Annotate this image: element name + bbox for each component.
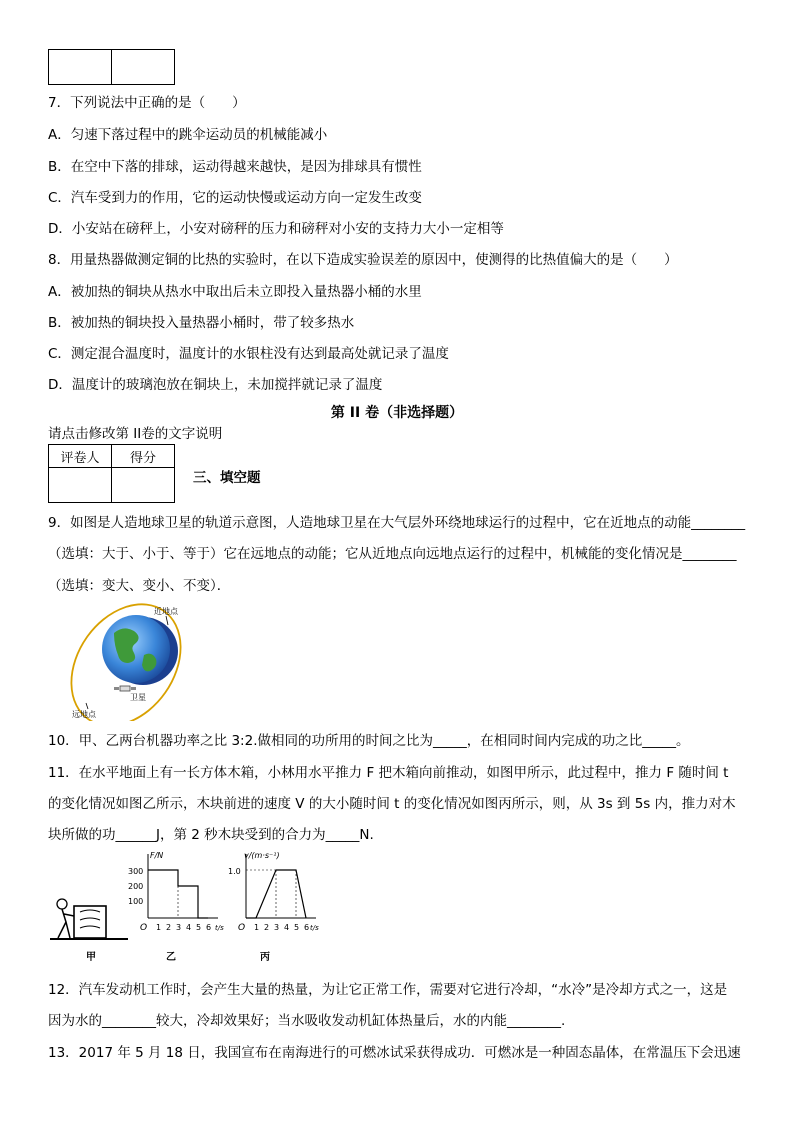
velocity-time-chart: [228, 851, 319, 933]
f-xlabel: t/s: [215, 924, 224, 932]
v-xtick-3: 3: [274, 923, 280, 932]
grader-label: 评卷人: [49, 445, 112, 468]
label-yi: 乙: [166, 952, 176, 963]
v-xtick-6: 6: [304, 923, 310, 932]
q8-option-b: B．被加热的铜块投入量热器小桶时，带了较多热水: [48, 315, 355, 331]
section-title: 三、填空题: [193, 470, 261, 486]
f-ytick-200: 200: [128, 882, 144, 891]
v-xtick-4: 4: [284, 923, 290, 932]
q7-option-b: B．在空中下落的排球，运动得越来越快，是因为排球具有惯性: [48, 159, 422, 175]
person-pushing-box-illustration: [50, 899, 128, 940]
q11-line-1: 11．在水平地面上有一长方体木箱，小林用水平推力 F 把木箱向前推动，如图甲所示，此过程中，推力 F 随时间 t: [48, 765, 729, 781]
v-ytick-1: 1.0: [228, 867, 241, 876]
f-ytick-300: 300: [128, 867, 144, 876]
satellite-orbit-figure: [48, 603, 218, 721]
apogee-pointer: [86, 703, 88, 709]
q7-stem: 7．下列说法中正确的是（ ）: [48, 95, 246, 111]
v-xlabel: t/s: [310, 924, 319, 932]
top-score-cell-1: [49, 50, 112, 85]
score-cell: [112, 468, 175, 503]
f-xtick-4: 4: [186, 923, 192, 932]
satellite-label: 卫星: [130, 693, 146, 702]
q8-option-d: D．温度计的玻璃泡放在铜块上，未加搅拌就记录了温度: [48, 377, 383, 393]
satellite-icon: [114, 686, 136, 691]
f-ylabel: F/N: [150, 851, 164, 860]
score-label: 得分: [112, 445, 175, 468]
q11-figure: [48, 846, 330, 966]
q13-text: 13．2017 年 5 月 18 日，我国宣布在南海进行的可燃冰试采获得成功．可燃冰是一种固态晶体，在常温压下会迅速: [48, 1045, 741, 1061]
part2-title: 第 II 卷（非选择题）: [330, 405, 464, 421]
q9-line-3: （选填：变大、变小、不变）．: [48, 578, 231, 594]
f-xtick-2: 2: [166, 923, 172, 932]
q11-line-3: 块所做的功______J，第 2 秒木块受到的合力为_____N.: [48, 827, 374, 843]
v-xtick-2: 2: [264, 923, 270, 932]
v-origin: O: [238, 923, 246, 933]
v-ylabel: v/(m·s⁻¹): [244, 851, 280, 860]
q8-stem: 8．用量热器做测定铜的比热的实验时，在以下造成实验误差的原因中，使测得的比热值偏大的是（ ）: [48, 252, 678, 268]
q7-option-a: A．匀速下落过程中的跳伞运动员的机械能减小: [48, 127, 328, 143]
grader-score-table: [48, 444, 175, 503]
top-score-table: [48, 49, 175, 85]
f-xtick-6: 6: [206, 923, 212, 932]
v-xtick-1: 1: [254, 923, 260, 932]
f-xtick-3: 3: [176, 923, 182, 932]
perigee-label: 近地点: [154, 607, 178, 616]
part2-note: 请点击修改第 II卷的文字说明: [48, 426, 223, 442]
f-xtick-5: 5: [196, 923, 202, 932]
grader-cell: [49, 468, 112, 503]
f-ytick-100: 100: [128, 897, 144, 906]
q12-line-1: 12．汽车发动机工作时，会产生大量的热量，为让它正常工作，需要对它进行冷却，“水冷”是冷却方式之一，这是: [48, 982, 728, 998]
f-origin: O: [140, 923, 148, 933]
q11-line-2: 的变化情况如图乙所示，木块前进的速度 V 的大小随时间 t 的变化情况如图丙所示，则，从 3s 到 5s 内，推力对木: [48, 796, 736, 812]
perigee-pointer: [166, 616, 168, 625]
earth-icon: [102, 615, 170, 683]
q7-option-c: C．汽车受到力的作用，它的运动快慢或运动方向一定发生改变: [48, 190, 422, 206]
q7-option-d: D．小安站在磅秤上，小安对磅秤的压力和磅秤对小安的支持力大小一定相等: [48, 221, 504, 237]
q8-option-c: C．测定混合温度时，温度计的水银柱没有达到最高处就记录了温度: [48, 346, 449, 362]
v-xtick-5: 5: [294, 923, 300, 932]
q9-line-2: （选填：大于、小于、等于）它在远地点的动能；它从近地点向远地点运行的过程中，机械能的变化情况是________: [48, 546, 737, 562]
top-score-cell-2: [112, 50, 175, 85]
label-bing: 丙: [260, 952, 270, 963]
force-time-chart: [128, 851, 224, 933]
q12-line-2: 因为水的________较大，冷却效果好；当水吸收发动机缸体热量后，水的内能________.: [48, 1013, 566, 1029]
label-jia: 甲: [86, 952, 96, 963]
q10-text: 10．甲、乙两台机器功率之比 3:2.做相同的功所用的时间之比为_____，在相同时间内完成的功之比_____。: [48, 733, 690, 749]
q9-line-1: 9．如图是人造地球卫星的轨道示意图，人造地球卫星在大气层外环绕地球运行的过程中，它在近地点的动能________: [48, 515, 746, 531]
f-xtick-1: 1: [156, 923, 162, 932]
apogee-label: 远地点: [72, 710, 96, 719]
q8-option-a: A．被加热的铜块从热水中取出后未立即投入量热器小桶的水里: [48, 284, 422, 300]
